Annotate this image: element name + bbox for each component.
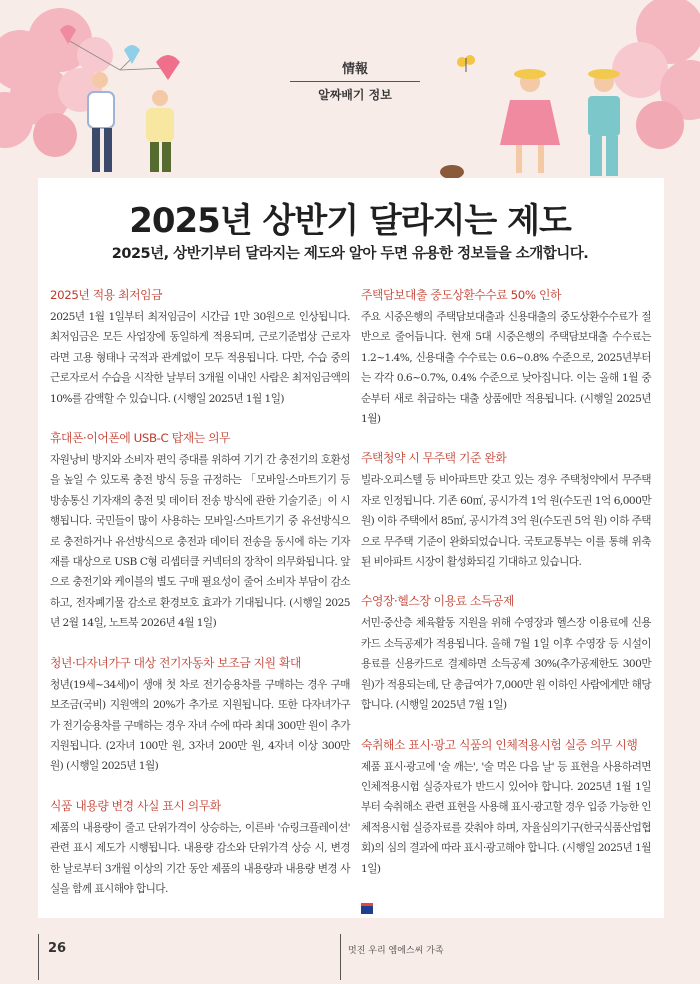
section-label	[290, 58, 420, 103]
cherry-blossom-right	[612, 0, 700, 149]
end-mark-icon	[361, 903, 373, 914]
footer-divider	[340, 934, 341, 980]
article-hangover-food	[361, 736, 651, 879]
family-left-icon	[88, 72, 174, 172]
article-body: 제품 표시·광고에 '술 깨는', '술 먹은 다음 날' 등 표현을 사용하려면 인체적용시험 실증자료가 반드시 있어야 합니다. 2025년 1월 1일부터 숙취해소 관련 표현을 사용해 표시·광고할 경우 입증 가능한 인체적용시험 실증자료를 갖춰야 하며, 자율심의기구(한국식품산업협회)의 심의 결과에 따라 표시·광고해야 합니다. (시행일 2025년 1월 1일)	[361, 760, 651, 875]
article-shrinkflation	[50, 797, 350, 900]
article-heading: 수영장·헬스장 이용료 소득공제	[361, 594, 514, 609]
section-hanja: 情報	[341, 62, 368, 77]
article-body: 서민·중산층 체육활동 지원을 위해 수영장과 헬스장 이용료에 신용카드 소득공제가 적용됩니다. 올해 7월 1일 이후 수영장 등 시설이용료를 신용카드로 결제하면 소득공제 30%(추가공제한도 300만 원)가 적용되는데, 단 총급여가 7,000만 원 이하인 사람에게만 해당합니다. (시행일 2025년 7월 1일)	[361, 617, 651, 712]
article-body: 자원낭비 방지와 소비자 편익 증대를 위하여 기기 간 충전기의 호환성을 높일 수 있도록 충전 방식 등을 규정하는 「모바일·스마트기기 등 방송통신 기자재의 충전 및 데이터 전송 방식에 관한 기술기준」이 시행됩니다. 국민들이 많이 사용하는 모바일·스마트기기 중 유선방식으로 충전하거나 유선방식으로 충전과 데이터 전송을 동시에 하는 기자재를 대상으로 USB C형 리셉터클 커넥터의 장착이 의무화됩니다. 앞으로 충전기와 케이블의 별도 구매 필요성이 줄어 소비자 부담이 감소하고, 전자폐기물 감소로 환경보호 효과가 기대됩니다. (시행일 2025년 2월 14일, 노트북 2026년 4월 1일)	[50, 454, 350, 630]
section-name: 알짜배기 정보	[318, 88, 392, 102]
family-right-icon	[440, 69, 620, 179]
article-body: 청년(19세~34세)이 생애 첫 차로 전기승용차를 구매하는 경우 구매보조금(국비) 지원액의 20%가 추가로 지원됩니다. 또한 다자녀가구가 전기승용차를 구매하는 경우 자녀 수에 따라 최대 300만 원이 추가 지원됩니다. (2자녀 100만 원, 3자녀 200만 원, 4자녀 이상 300만 원) (시행일 2025년 1월)	[50, 678, 350, 773]
article-body: 제품의 내용량이 줄고 단위가격이 상승하는, 이른바 '슈링크플레이션' 관련 표시 제도가 시행됩니다. 내용량 감소와 단위가격 상승 시, 변경한 날로부터 3개월 이상의 기간 동안 제품의 내용량과 내용량 변경 사실을 함께 표시해야 합니다.	[50, 821, 350, 895]
article-housing-subscription	[361, 449, 651, 572]
article-heading: 청년·다자녀가구 대상 전기자동차 보조금 지원 확대	[50, 655, 302, 670]
article-fitness-deduction	[361, 592, 651, 715]
article-minimum-wage	[50, 286, 350, 409]
article-body: 빌라·오피스텔 등 비아파트만 갖고 있는 경우 주택청약에서 무주택자로 인정됩니다. 기존 60㎡, 공시가격 1억 원(수도권 1억 6,000만 원) 이하 주택에서 85㎡, 공시가격 3억 원(수도권 5억 원) 이하 주택으로 무주택 기준이 완화되었습니다. 국토교통부는 이를 통해 위축된 비아파트 시장이 활성화되길 기대하고 있습니다.	[361, 474, 651, 569]
article-heading: 식품 내용량 변경 사실 표시 의무화	[50, 798, 221, 813]
right-column	[361, 286, 651, 918]
section-divider	[290, 81, 420, 82]
article-mortgage-fee	[361, 286, 651, 429]
article-body: 주요 시중은행의 주택담보대출과 신용대출의 중도상환수수료가 절반으로 줄어듭니다. 현재 5대 시중은행의 주택담보대출 수수료는 1.2~1.4%, 신용대출 수수료는 0.6~0.8% 수준으로, 2025년부터는 각각 0.6~0.7%, 0.4% 수준으로 낮아집니다. 이는 올해 1월 중순부터 새로 취급하는 대출 상품에만 적용됩니다. (시행일 2025년 1월)	[361, 311, 651, 426]
article-usb-c	[50, 429, 350, 634]
article-heading: 주택청약 시 무주택 기준 완화	[361, 451, 507, 466]
article-body: 2025년 1월 1일부터 최저임금이 시간급 1만 30원으로 인상됩니다. 최저임금은 모든 사업장에 동일하게 적용되며, 근로기준법상 근로자라면 고용 형태나 국적과 관계없이 모두 적용됩니다. 다만, 수습 중의 근로자로서 수습을 시작한 날부터 3개월 이내인 사람은 최저임금액의 10%를 감액할 수 있습니다. (시행일 2025년 1월 1일)	[50, 311, 350, 405]
article-heading: 휴대폰·이어폰에 USB-C 탑재는 의무	[50, 431, 231, 446]
article-ev-subsidy	[50, 654, 350, 777]
footer-divider	[38, 934, 39, 980]
page-title: 2025년 상반기 달라지는 제도	[129, 201, 571, 241]
article-heading: 숙취해소 표시·광고 식품의 인체적용시험 실증 의무 시행	[361, 737, 638, 752]
page-number: 26	[48, 941, 67, 956]
article-heading: 2025년 적용 최저임금	[50, 288, 163, 302]
butterfly-icon	[457, 55, 475, 72]
left-column	[50, 286, 350, 919]
page-subtitle: 2025년, 상반기부터 달라지는 제도와 알아 두면 유용한 정보들을 소개합니다.	[111, 246, 589, 262]
article-heading: 주택담보대출 중도상환수수료 50% 인하	[361, 288, 562, 302]
magazine-name: 멋진 우리 엠에스씨 가족	[348, 946, 444, 956]
